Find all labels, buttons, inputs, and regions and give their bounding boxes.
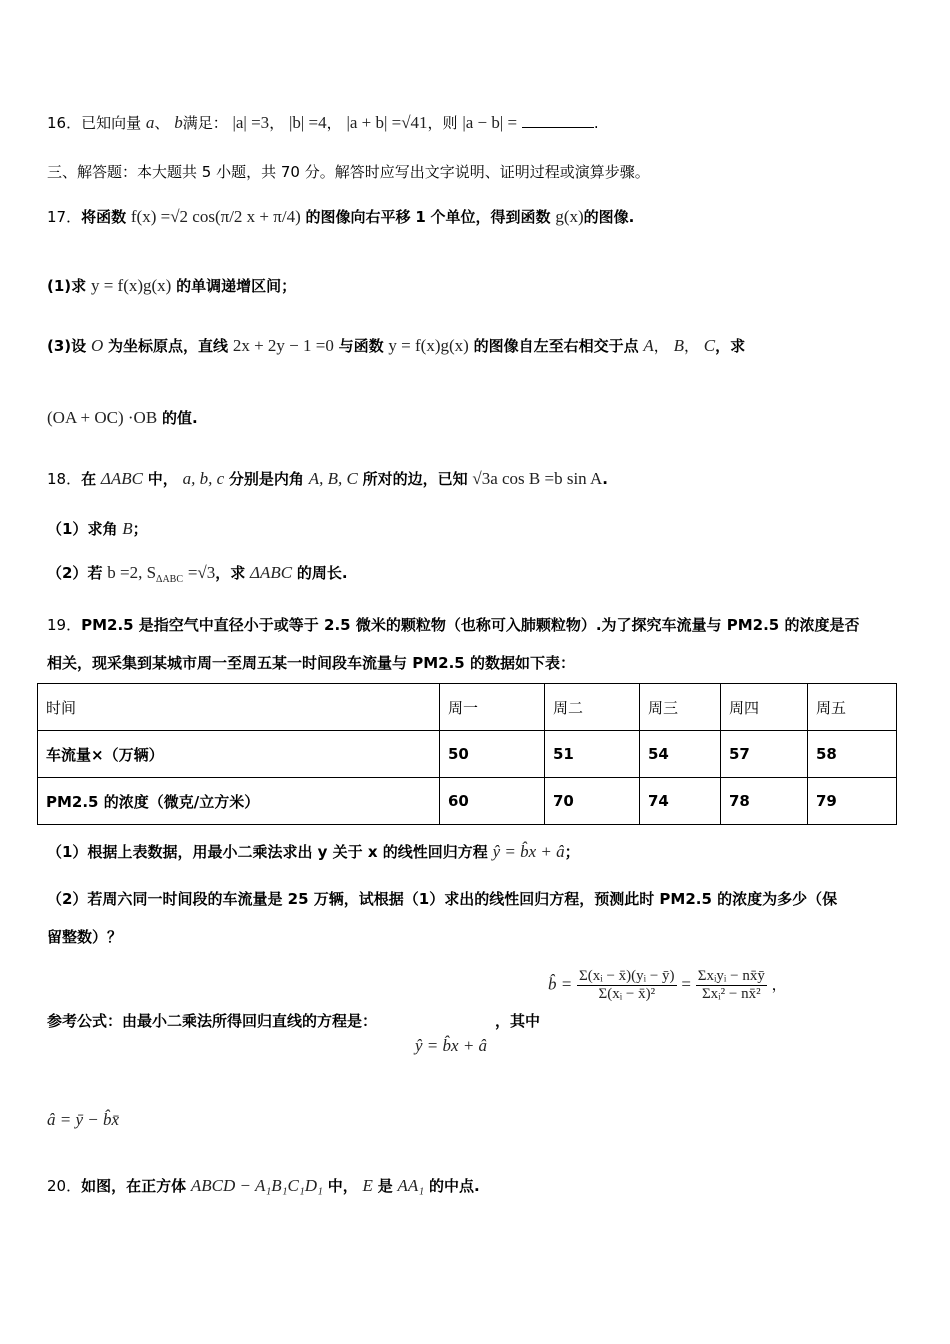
q16-vec-a: a bbox=[145, 113, 155, 132]
q16-end: . bbox=[593, 114, 599, 132]
table-cell: 车流量×（万辆） bbox=[38, 731, 440, 778]
q17-p3-text4: 的图像自左至右相交于点 bbox=[473, 337, 639, 355]
q20-number: 20． bbox=[47, 1177, 82, 1195]
q16-cond1: |a| =3 bbox=[232, 113, 270, 132]
q20-line bbox=[47, 1175, 480, 1196]
q20-text3: 是 bbox=[377, 1177, 393, 1195]
q19-ref-a: â = ȳ − b̂x̄ bbox=[47, 1110, 120, 1129]
q17-p3-text1: 设 bbox=[71, 337, 87, 355]
q16-comma1: ， bbox=[269, 114, 285, 132]
table-cell: 70 bbox=[545, 778, 640, 825]
q18-p1-B: B bbox=[122, 519, 133, 538]
table-cell: 周一 bbox=[440, 684, 545, 731]
q17-p3-label: (3) bbox=[47, 337, 72, 355]
q18-text1: 在 bbox=[81, 470, 97, 488]
table-cell: 时间 bbox=[38, 684, 440, 731]
q18-text2: 中， bbox=[147, 470, 178, 488]
q18-p2-label: （2） bbox=[47, 564, 88, 582]
q17-number: 17． bbox=[47, 208, 82, 226]
q20-text2: 中， bbox=[327, 1177, 358, 1195]
q18-condition: √3a cos B =b sin A bbox=[472, 469, 603, 488]
table-cell: 周二 bbox=[545, 684, 640, 731]
q17-p3-func: y = f(x)g(x) bbox=[388, 336, 469, 355]
q18-p2-cond: b =2, S bbox=[107, 563, 157, 582]
q18-p1-end: ； bbox=[132, 520, 148, 538]
q19-ref-den2: Σxᵢ² − nx̄² bbox=[701, 986, 761, 1002]
q19-ref-b: b̂ = bbox=[548, 974, 573, 994]
table-cell: 74 bbox=[640, 778, 721, 825]
q17-p3-line: 2x + 2y − 1 =0 bbox=[232, 336, 334, 355]
table-cell: 60 bbox=[440, 778, 545, 825]
q19-part1 bbox=[47, 841, 580, 862]
q19-line1 bbox=[47, 614, 859, 635]
q17-p3-O: O bbox=[90, 336, 104, 355]
q19-p1-text: （1）根据上表数据，用最小二乘法求出 y 关于 x 的线性回归方程 bbox=[47, 843, 488, 861]
q18-sides: a, b, c bbox=[182, 469, 225, 488]
q19-p2-line1: （2）若周六同一时间段的车流量是 25 万辆，试根据（1）求出的线性回归方程，预测此时 PM2.5 的浓度为多少（保 bbox=[47, 890, 838, 908]
q18-end: . bbox=[602, 470, 608, 488]
q16-text1: 已知向量 bbox=[81, 114, 142, 132]
q18-p2-sub: ΔABC bbox=[156, 574, 184, 585]
q16-cond2: |b| =4 bbox=[288, 113, 327, 132]
q18-p2-text1: 若 bbox=[87, 564, 103, 582]
q18-text4: 所对的边，已知 bbox=[362, 470, 468, 488]
q16-text3: ，则 bbox=[427, 114, 458, 132]
q17-line bbox=[47, 206, 634, 227]
q17-text4: 的图像. bbox=[583, 208, 635, 226]
q19-ref-num2: Σxᵢyᵢ − nx̄ȳ bbox=[697, 968, 765, 984]
q17-p1-text1: 求 bbox=[71, 277, 87, 295]
q18-p2-text2: ，求 bbox=[215, 564, 246, 582]
q16-ask: |a − b| = bbox=[462, 113, 518, 132]
q17-g: g(x) bbox=[555, 207, 584, 226]
q20-text1: 如图，在正方体 bbox=[81, 1177, 187, 1195]
q20-edge: AA₁ bbox=[397, 1176, 425, 1195]
q17-text2: 的图像向右平移 bbox=[305, 208, 411, 226]
q18-part2 bbox=[47, 562, 348, 585]
q19-ref-den1: Σ(xᵢ − x̄)² bbox=[598, 986, 656, 1002]
q17-p3-B: B bbox=[673, 336, 684, 355]
q19-p1-eq: ŷ = b̂x + â bbox=[492, 842, 565, 861]
table-cell: 54 bbox=[640, 731, 721, 778]
q16-vec-b: b bbox=[174, 113, 183, 132]
table-cell: 78 bbox=[721, 778, 808, 825]
q17-p3-text2: 为坐标原点，直线 bbox=[108, 337, 229, 355]
table-cell: 50 bbox=[440, 731, 545, 778]
q16-sep: 、 bbox=[154, 114, 170, 132]
q18-tri: ΔABC bbox=[100, 469, 143, 488]
q17-part3: (3)设 O 为坐标原点，直线 2x + 2y − 1 =0 与函数 y = f(x)g(x) 的图像自左至右相交于点 A， B， C，求 bbox=[47, 336, 746, 355]
q19-ref-eq2: = bbox=[681, 974, 691, 994]
q16-number: 16． bbox=[47, 114, 82, 132]
q19-ref-text2: ，其中 bbox=[495, 1012, 541, 1030]
table-row bbox=[38, 731, 897, 778]
q17-function: f(x) =√2 cos(π/2 x + π/4) bbox=[130, 207, 301, 226]
q17-shift: 1 bbox=[415, 208, 426, 226]
q19-ref-frac2 bbox=[696, 968, 767, 1003]
table-header-row bbox=[38, 684, 897, 731]
q18-p2-cond2: =√3 bbox=[187, 563, 216, 582]
table-cell: 周四 bbox=[721, 684, 808, 731]
q19-text-line1: PM2.5 是指空气中直径小于或等于 2.5 微米的颗粒物（也称可入肺颗粒物）.为了探究车流量与 PM2.5 的浓度是否 bbox=[81, 616, 860, 634]
q19-text-line2: 相关，现采集到某城市周一至周五某一时间段车流量与 PM2.5 的数据如下表： bbox=[47, 654, 575, 672]
q19-number: 19． bbox=[47, 616, 82, 634]
q18-p1-text: 求角 bbox=[87, 520, 118, 538]
q16-answer-blank bbox=[522, 127, 594, 128]
q17-p3-A: A bbox=[643, 336, 654, 355]
q17-text1: 将函数 bbox=[81, 208, 127, 226]
q17-part1 bbox=[47, 275, 296, 296]
q18-part1 bbox=[47, 518, 148, 539]
q17-p3-text3: 与函数 bbox=[338, 337, 384, 355]
section3-heading: 三、解答题：本大题共 5 小题，共 70 分。解答时应写出文字说明、证明过程或演算步骤。 bbox=[47, 163, 650, 181]
q18-line bbox=[47, 468, 608, 489]
q19-p2-line2: 留整数）？ bbox=[47, 928, 123, 946]
q19-ref-comma: ， bbox=[771, 975, 787, 994]
q18-number: 18． bbox=[47, 470, 82, 488]
q19-ref-text: 参考公式：由最小二乘法所得回归直线的方程是： bbox=[47, 1012, 378, 1030]
table-cell: 51 bbox=[545, 731, 640, 778]
q17-p1-text2: 的单调递增区间； bbox=[176, 277, 297, 295]
table-cell: 79 bbox=[808, 778, 897, 825]
table-cell: PM2.5 的浓度（微克/立方米） bbox=[38, 778, 440, 825]
table-cell: 周三 bbox=[640, 684, 721, 731]
q16-line bbox=[47, 112, 599, 133]
q17-text3: 个单位，得到函数 bbox=[430, 208, 551, 226]
q19-ref-eq: ŷ = b̂x + â bbox=[415, 1036, 488, 1055]
table-cell: 58 bbox=[808, 731, 897, 778]
q17-p3-C: C bbox=[703, 336, 716, 355]
q18-p2-text3: 的周长. bbox=[296, 564, 348, 582]
q18-p2-tri: ΔABC bbox=[250, 563, 293, 582]
q17-p3-text5: ，求 bbox=[715, 337, 746, 355]
q20-text4: 的中点. bbox=[428, 1177, 480, 1195]
q16-cond3: |a + b| =√41 bbox=[346, 113, 428, 132]
q18-text3: 分别是内角 bbox=[228, 470, 304, 488]
q19-p1-end: ； bbox=[564, 843, 580, 861]
data-table bbox=[37, 683, 897, 825]
table-cell: 周五 bbox=[808, 684, 897, 731]
q17-p3-expr: (OA + OC) ·OB bbox=[47, 408, 158, 427]
q17-p3-text6: 的值. bbox=[161, 409, 198, 427]
q20-E: E bbox=[362, 1176, 373, 1195]
table-row bbox=[38, 778, 897, 825]
table-cell: 57 bbox=[721, 731, 808, 778]
q16-comma2: ， bbox=[326, 114, 342, 132]
q17-p1-label: (1) bbox=[47, 277, 72, 295]
q18-p1-label: （1） bbox=[47, 520, 88, 538]
q17-part3-expr bbox=[47, 407, 198, 428]
q19-ref-num1: Σ(xᵢ − x̄)(yᵢ − ȳ) bbox=[579, 968, 675, 984]
q20-cube: ABCD − A₁B₁C₁D₁ bbox=[190, 1176, 323, 1195]
q18-angles: A, B, C bbox=[308, 469, 358, 488]
q17-p1-expr: y = f(x)g(x) bbox=[90, 276, 172, 295]
q19-ref-formula bbox=[548, 968, 787, 1003]
q19-ref-frac1 bbox=[577, 968, 677, 1003]
q16-text2: 满足： bbox=[182, 114, 228, 132]
